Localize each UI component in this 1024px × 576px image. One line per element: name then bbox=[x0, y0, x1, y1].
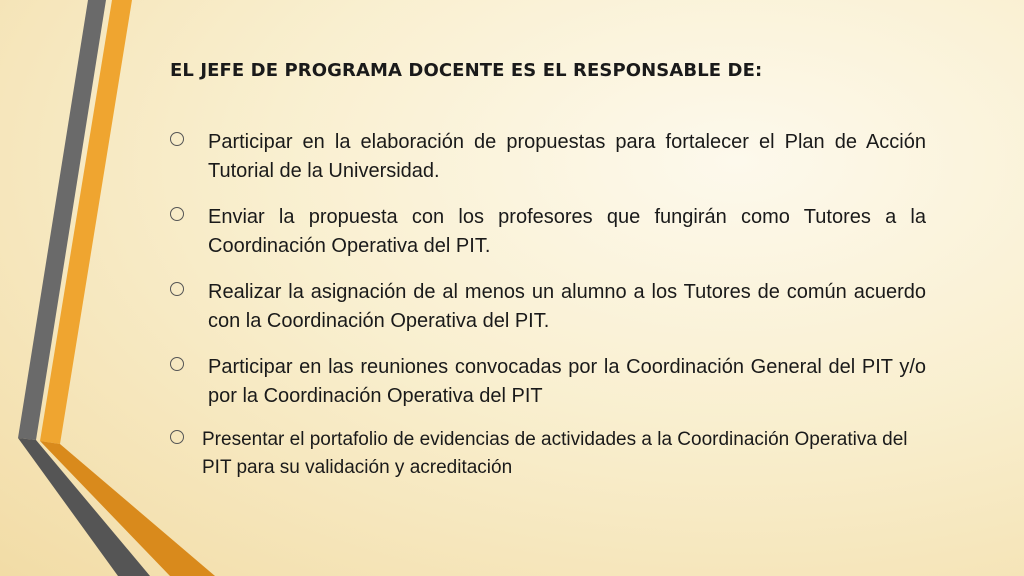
list-item bbox=[170, 128, 926, 186]
circle-bullet-icon bbox=[170, 207, 184, 221]
list-item bbox=[170, 426, 926, 482]
list-item bbox=[170, 278, 926, 336]
circle-bullet-icon bbox=[170, 430, 184, 444]
circle-bullet-icon bbox=[170, 357, 184, 371]
list-item bbox=[170, 353, 926, 411]
bullet-text: Realizar la asignación de al menos un alumno a los Tutores de común acuerdo con la Coordinación Operativa del PIT. bbox=[208, 281, 926, 332]
bullet-text: Participar en las reuniones convocadas por la Coordinación General del PIT y/o por la Coordinación Operativa del PIT bbox=[208, 356, 926, 407]
bullet-list bbox=[170, 128, 926, 482]
slide-title: EL JEFE DE PROGRAMA DOCENTE ES EL RESPONSABLE DE: bbox=[170, 60, 763, 81]
circle-bullet-icon bbox=[170, 132, 184, 146]
list-item bbox=[170, 203, 926, 261]
circle-bullet-icon bbox=[170, 282, 184, 296]
bullet-text: Enviar la propuesta con los profesores que fungirán como Tutores a la Coordinación Operativa del PIT. bbox=[208, 206, 926, 257]
bullet-text: Participar en la elaboración de propuestas para fortalecer el Plan de Acción Tutorial de la Universidad. bbox=[208, 131, 926, 182]
bullet-text: Presentar el portafolio de evidencias de actividades a la Coordinación Operativa del PIT para su validación y acreditación bbox=[202, 429, 908, 478]
